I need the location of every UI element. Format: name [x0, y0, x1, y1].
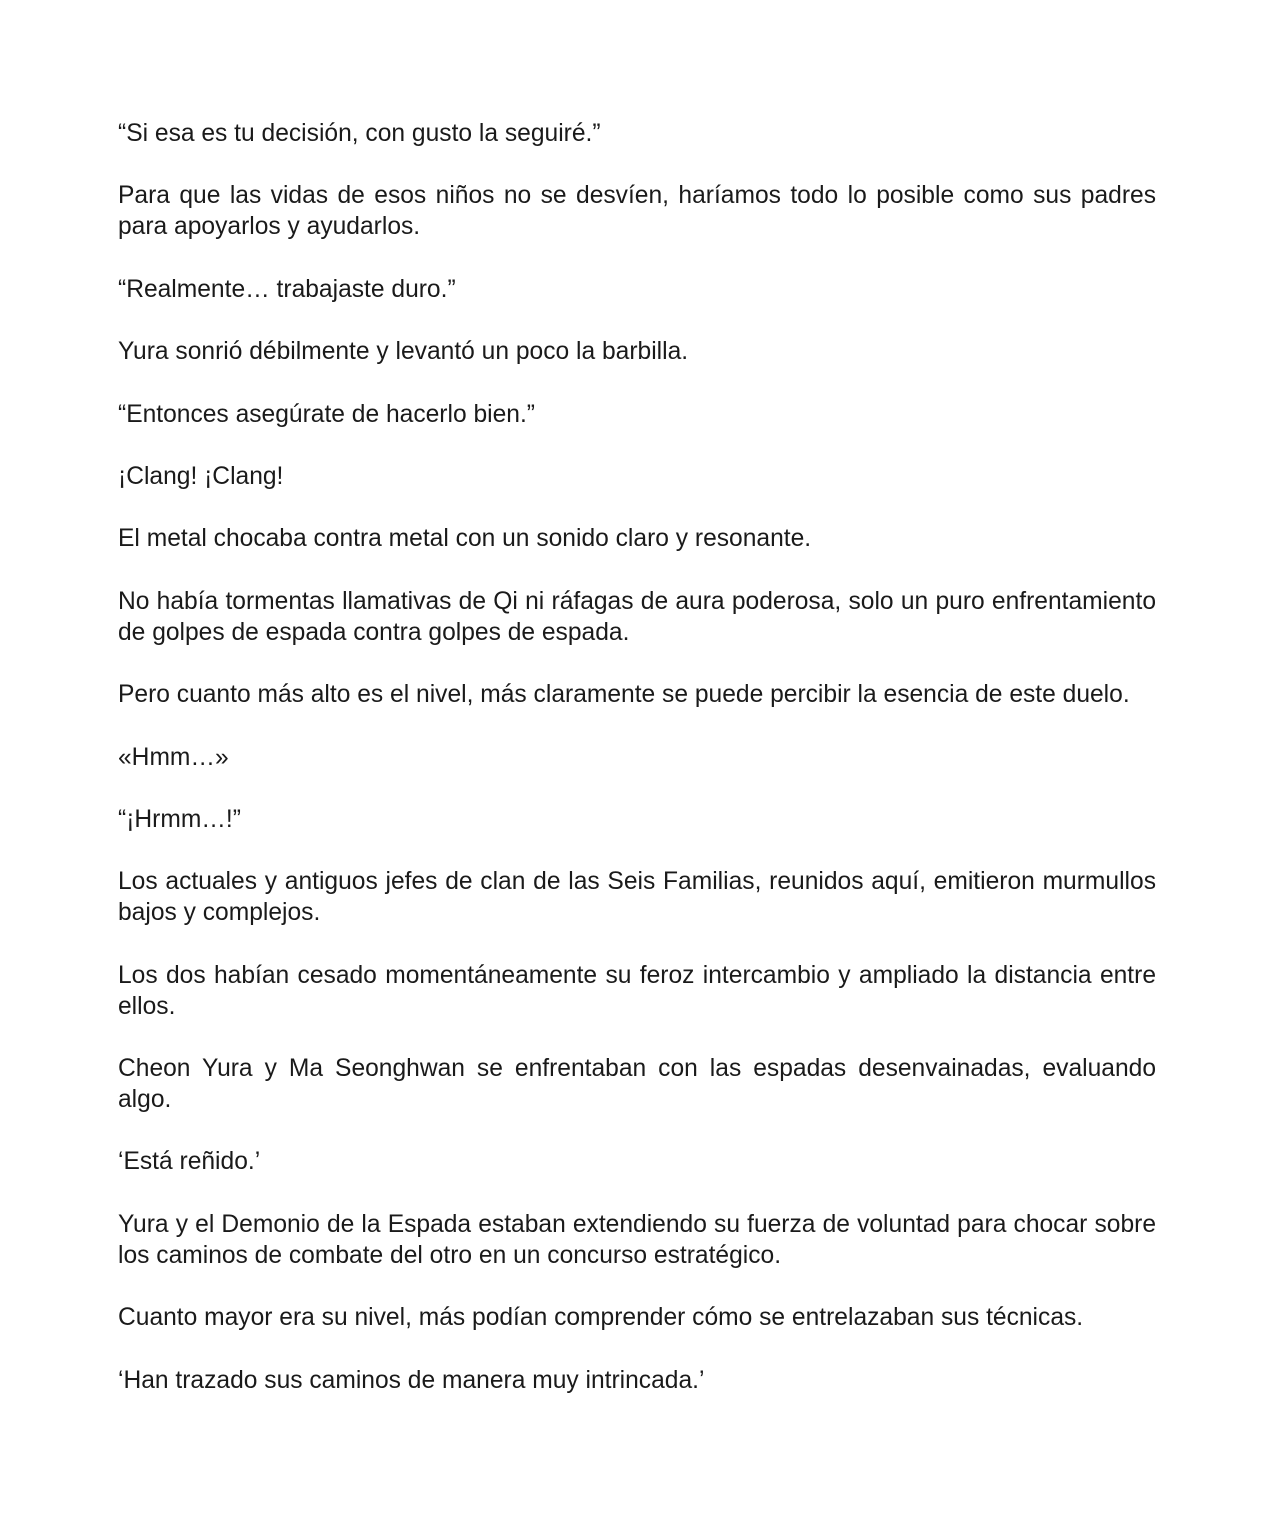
- paragraph-18: ‘Han trazado sus caminos de manera muy intrincada.’: [118, 1366, 705, 1394]
- paragraph-5: “Entonces asegúrate de hacerlo bien.”: [118, 400, 535, 428]
- paragraph-13: Los dos habían cesado momentáneamente su feroz intercambio y ampliado la distancia entre ellos.: [118, 961, 1156, 1020]
- paragraph-7: El metal chocaba contra metal con un sonido claro y resonante.: [118, 525, 812, 553]
- paragraph-2: Para que las vidas de esos niños no se desvíen, haríamos todo lo posible como sus padres para apoyarlos y ayudarlos.: [118, 182, 1156, 241]
- paragraph-15: ‘Está reñido.’: [118, 1148, 261, 1176]
- paragraph-14: Cheon Yura y Ma Seonghwan se enfrentaban con las espadas desenvainadas, evaluando algo.: [118, 1055, 1156, 1114]
- paragraph-11: “¡Hrmm…!”: [118, 805, 241, 833]
- paragraph-6: ¡Clang! ¡Clang!: [118, 462, 284, 490]
- paragraph-17: Cuanto mayor era su nivel, más podían comprender cómo se entrelazaban sus técnicas.: [118, 1304, 1084, 1332]
- paragraph-12: Los actuales y antiguos jefes de clan de las Seis Familias, reunidos aquí, emitieron murmullos bajos y complejos.: [118, 868, 1156, 927]
- paragraph-4: Yura sonrió débilmente y levantó un poco la barbilla.: [118, 338, 689, 366]
- paragraph-8: No había tormentas llamativas de Qi ni ráfagas de aura poderosa, solo un puro enfrentamiento de golpes de espada contra golpes de espada.: [118, 587, 1156, 646]
- paragraph-16: Yura y el Demonio de la Espada estaban extendiendo su fuerza de voluntad para chocar sobre los caminos de combate del otro en un concurso estratégico.: [118, 1210, 1156, 1269]
- paragraph-1: “Si esa es tu decisión, con gusto la seguiré.”: [118, 120, 601, 147]
- paragraph-3: “Realmente… trabajaste duro.”: [118, 275, 456, 303]
- paragraph-9: Pero cuanto más alto es el nivel, más claramente se puede percibir la esencia de este duelo.: [118, 681, 1130, 709]
- paragraph-10: «Hmm…»: [118, 743, 229, 771]
- document-body: [118, 118, 1156, 1396]
